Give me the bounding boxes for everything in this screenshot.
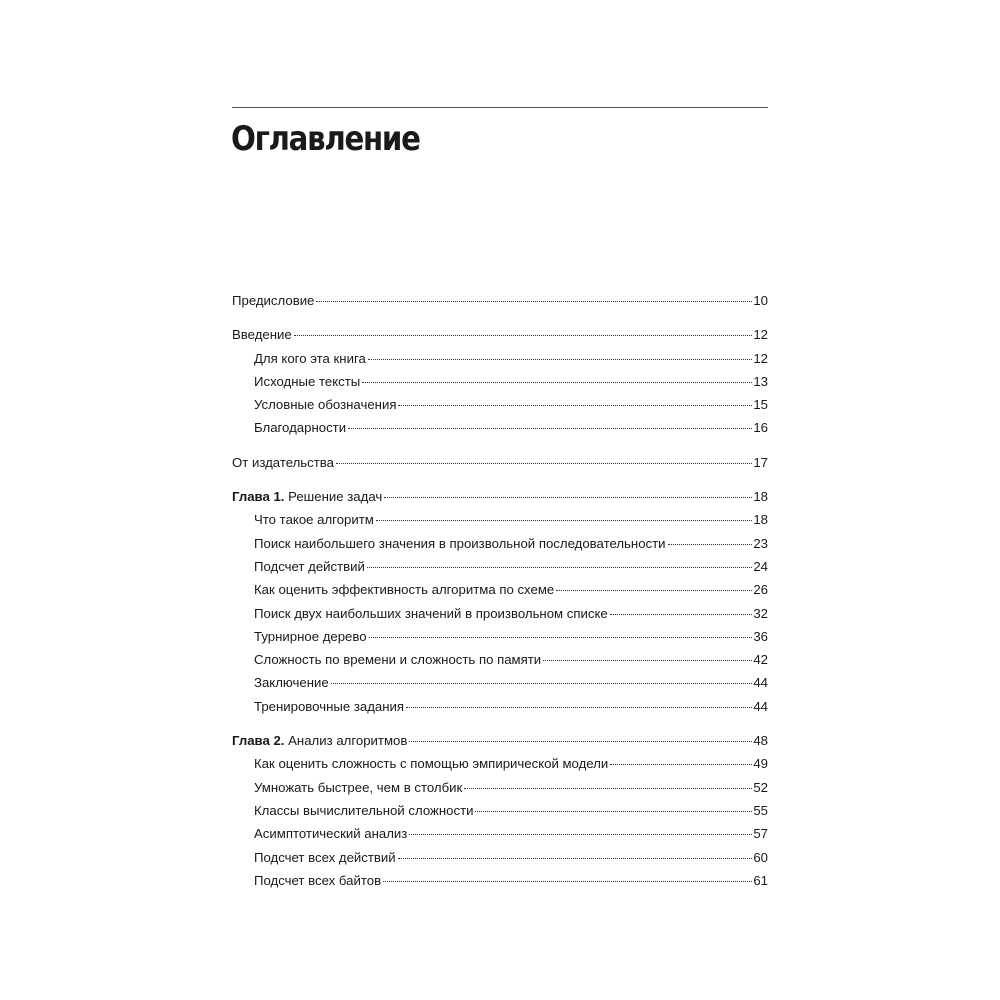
dot-leader <box>543 660 752 661</box>
toc-entry-title <box>254 532 666 555</box>
page-number: 10 <box>753 293 768 308</box>
entry-label: Анализ алгоритмов <box>284 733 408 749</box>
toc-subentry[interactable] <box>232 695 768 718</box>
toc-entry[interactable] <box>232 451 768 474</box>
page-number: 23 <box>753 535 768 551</box>
chapter-number: Глава 1. <box>232 489 285 505</box>
entry-label: Для кого эта книга <box>254 350 366 366</box>
toc-subentry[interactable] <box>232 602 768 625</box>
toc-entry-title <box>232 729 407 752</box>
entry-label: Введение <box>232 327 292 343</box>
entry-label: Условные обозначения <box>254 397 397 413</box>
dot-leader <box>368 359 753 360</box>
toc-entry[interactable] <box>232 485 768 508</box>
toc-entry-title <box>254 625 367 648</box>
toc-subentry[interactable] <box>232 347 768 370</box>
page-number: 12 <box>753 327 768 343</box>
entry-label: Сложность по времени и сложность по памяти <box>254 652 542 668</box>
toc-entry-title <box>254 347 366 370</box>
entry-label: Поиск наибольшего значения в произвольной последовательности <box>254 535 666 551</box>
entry-label: Благодарности <box>254 420 347 436</box>
toc-subentry[interactable] <box>232 370 768 393</box>
page-number: 36 <box>753 628 768 644</box>
entry-label: Как оценить эффективность алгоритма по схеме <box>254 582 555 598</box>
toc-entry-title <box>254 416 346 439</box>
toc-entry-title <box>232 289 314 312</box>
toc-entry-title <box>254 370 360 393</box>
dot-leader <box>556 590 752 591</box>
dot-leader <box>384 497 752 498</box>
dot-leader <box>464 788 752 789</box>
page-number: 17 <box>753 454 768 470</box>
dot-leader <box>409 741 752 742</box>
dot-leader <box>348 428 752 429</box>
entry-label: Поиск двух наибольших значений в произвольном списке <box>254 605 608 621</box>
entry-label: Подсчет всех действий <box>254 849 396 865</box>
toc-entry-title <box>254 555 365 578</box>
toc-subentry[interactable] <box>232 648 768 671</box>
toc-subentry[interactable] <box>232 799 768 822</box>
entry-label: Асимптотический анализ <box>254 826 408 842</box>
entry-label: Умножать быстрее, чем в столбик <box>254 779 463 795</box>
toc-entry-title <box>254 393 396 416</box>
dot-leader <box>331 683 753 684</box>
dot-leader <box>398 405 752 406</box>
dot-leader <box>668 544 753 545</box>
toc-subentry[interactable] <box>232 869 768 892</box>
entry-label: Предисловие <box>232 293 315 308</box>
entry-label: Подсчет всех байтов <box>254 872 382 888</box>
page-number: 49 <box>753 756 768 772</box>
page-number: 26 <box>753 582 768 598</box>
entry-label: От издательства <box>232 454 335 470</box>
toc-entry-title <box>254 671 329 694</box>
toc-group <box>232 485 768 718</box>
page-number: 55 <box>753 802 768 818</box>
toc-entry-title <box>232 323 292 346</box>
entry-label: Как оценить сложность с помощью эмпирической модели <box>254 756 609 772</box>
dot-leader <box>294 335 753 336</box>
dot-leader <box>610 764 752 765</box>
page-number: 18 <box>753 512 768 528</box>
toc-entry-title <box>254 648 541 671</box>
table-of-contents <box>232 289 768 903</box>
toc-entry-title <box>254 695 404 718</box>
page-number: 18 <box>753 489 768 505</box>
dot-leader <box>475 811 752 812</box>
toc-group <box>232 323 768 439</box>
dot-leader <box>316 301 752 302</box>
dot-leader <box>336 463 752 464</box>
toc-subentry[interactable] <box>232 846 768 869</box>
entry-label: Что такое алгоритм <box>254 512 374 528</box>
toc-subentry[interactable] <box>232 578 768 601</box>
dot-leader <box>369 637 753 638</box>
dot-leader <box>383 881 752 882</box>
page-number: 52 <box>753 779 768 795</box>
top-rule-divider <box>232 107 768 108</box>
dot-leader <box>398 858 753 859</box>
toc-entry-title <box>254 508 374 531</box>
page-number: 44 <box>753 675 768 691</box>
toc-subentry[interactable] <box>232 508 768 531</box>
chapter-number: Глава 2. <box>232 733 285 749</box>
dot-leader <box>406 707 752 708</box>
dot-leader <box>376 520 752 521</box>
toc-subentry[interactable] <box>232 776 768 799</box>
entry-label: Турнирное дерево <box>254 628 367 644</box>
entry-label: Тренировочные задания <box>254 698 405 714</box>
entry-label: Решение задач <box>284 489 383 505</box>
dot-leader <box>367 567 752 568</box>
page-title: Оглавление <box>231 119 420 159</box>
toc-entry-title <box>254 822 407 845</box>
toc-entry[interactable] <box>232 289 768 312</box>
dot-leader <box>409 834 752 835</box>
toc-subentry[interactable] <box>232 822 768 845</box>
page-number: 16 <box>753 420 768 436</box>
toc-entry-title <box>254 602 608 625</box>
toc-group <box>232 451 768 474</box>
toc-subentry[interactable] <box>232 416 768 439</box>
toc-group <box>232 729 768 892</box>
page-number: 48 <box>753 733 768 749</box>
dot-leader <box>362 382 752 383</box>
toc-subentry[interactable] <box>232 752 768 775</box>
toc-entry-title <box>254 578 554 601</box>
entry-label: Исходные тексты <box>254 373 361 389</box>
toc-entry-title <box>254 776 462 799</box>
entry-label: Заключение <box>254 675 329 691</box>
toc-subentry[interactable] <box>232 625 768 648</box>
page-number: 44 <box>753 698 768 714</box>
entry-label: Подсчет действий <box>254 558 365 574</box>
page-number: 15 <box>753 397 768 413</box>
toc-subentry[interactable] <box>232 555 768 578</box>
toc-group <box>232 289 768 312</box>
page-number: 13 <box>753 373 768 389</box>
page-number: 60 <box>753 849 768 865</box>
toc-entry-title <box>254 869 381 892</box>
toc-subentry[interactable] <box>232 393 768 416</box>
toc-entry-title <box>254 846 396 869</box>
page-number: 24 <box>753 558 768 574</box>
dot-leader <box>610 614 753 615</box>
toc-subentry[interactable] <box>232 532 768 555</box>
entry-label: Классы вычислительной сложности <box>254 802 474 818</box>
page-number: 32 <box>753 605 768 621</box>
page-number: 61 <box>753 872 768 888</box>
page-number: 57 <box>753 826 768 842</box>
page-number: 12 <box>753 350 768 366</box>
toc-entry-title <box>254 752 608 775</box>
toc-entry[interactable] <box>232 323 768 346</box>
toc-entry[interactable] <box>232 729 768 752</box>
toc-entry-title <box>232 451 334 474</box>
toc-subentry[interactable] <box>232 671 768 694</box>
toc-entry-title <box>232 485 382 508</box>
page-number: 42 <box>753 652 768 668</box>
toc-entry-title <box>254 799 473 822</box>
